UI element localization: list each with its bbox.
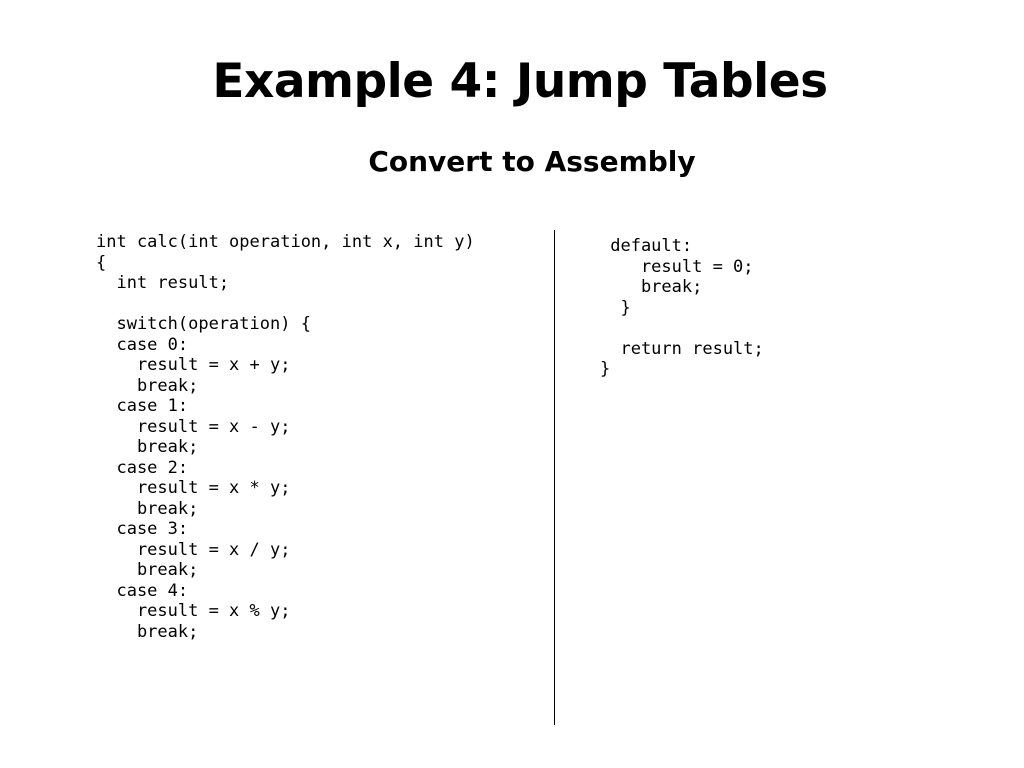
code-line: break; [96,560,199,580]
code-line: result = x * y; [96,478,291,498]
code-line: case 4: [96,580,189,601]
code-line: break; [96,621,199,642]
slide-title: Example 4: Jump Tables [212,54,828,109]
code-line: break; [600,277,703,297]
code-line: result = 0; [600,256,754,277]
code-line: case 1: [96,396,189,416]
code-line: case 2: [96,457,189,478]
code-line: int result; [96,273,230,293]
code-line: result = x % y; [96,601,291,621]
code-listing-left [96,232,475,642]
code-line: switch(operation) { [96,314,311,334]
code-line: case 0: [96,334,189,355]
slide-subtitle: Convert to Assembly [368,145,696,178]
code-line [96,294,475,315]
code-line: default: [600,236,693,256]
code-line: { [96,252,107,273]
code-line: break; [96,437,199,457]
column-divider [554,230,555,725]
code-line: result = x / y; [96,539,291,560]
code-listing-right [600,236,764,380]
code-line [600,318,764,339]
code-line: result = x + y; [96,355,291,375]
code-line: int calc(int operation, int x, int y) [96,232,475,252]
code-line: } [600,359,611,379]
code-line: result = x - y; [96,416,291,437]
code-line: return result; [600,338,764,359]
code-line: } [600,297,631,318]
code-line: break; [96,498,199,519]
code-line: break; [96,375,199,396]
code-line: case 3: [96,519,189,539]
